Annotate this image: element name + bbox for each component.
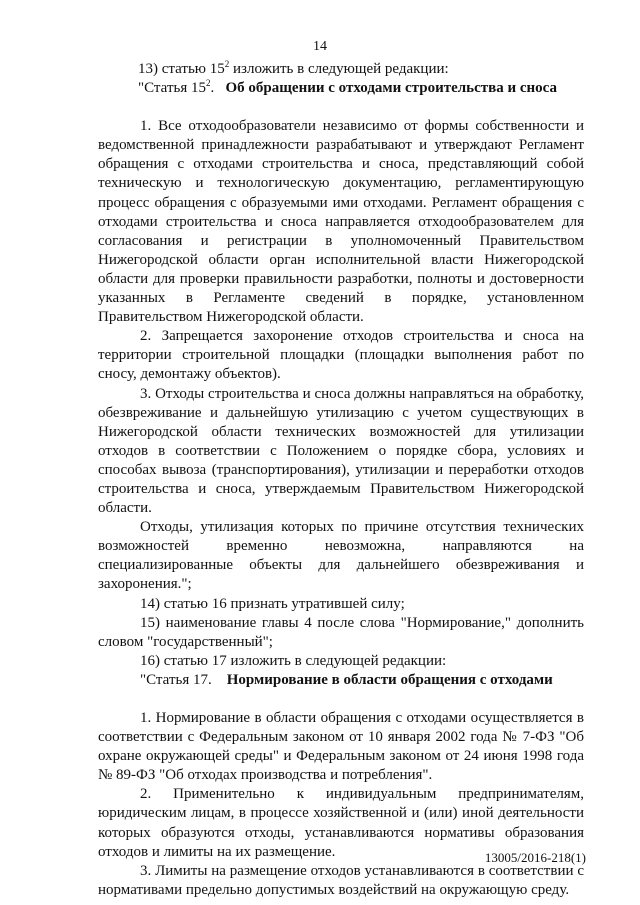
item-13-text-end: изложить в следующей редакции:: [229, 61, 449, 77]
article-17-paragraph-1: 1. Нормирование в области обращения с отходами осуществляется в соответствии с Федеральным законом от 10 января 2002 года № 7-ФЗ "Об охране окружающей среды" и Федеральным законом от 24 июня 1998 года № 89-ФЗ "Об отходах производства и потребления".: [98, 710, 584, 784]
article-17-paragraph-3: 3. Лимиты на размещение отходов устанавливаются в соответствии с нормативами предельно допустимых воздействий на окружающую среду.: [98, 862, 584, 898]
article-15-paragraph-2: 2. Запрещается захоронение отходов строительства и сноса на территории строительной площадки (площадки выполнения работ по сносу, демонтажу объектов).: [98, 328, 584, 383]
article-17-title: Нормирование в области обращения с отходами: [226, 671, 553, 688]
amendment-item-14: 14) статью 16 признать утратившей силу;: [140, 595, 405, 612]
article-15-label: "Статья 15: [138, 80, 206, 97]
article-15-paragraph-4: Отходы, утилизация которых по причине отсутствия технических возможностей временно невозможна, направляются на специализированные объекты для дальнейшего обезвреживания и захоронения.";: [98, 519, 584, 593]
article-15-paragraph-1: 1. Все отходообразователи независимо от формы собственности и ведомственной принадлежности разрабатывают и утверждают Регламент обращения с отходами строительства и сноса, представляющий собой техническую и технологическую документацию, регламентирующую процесс обращения с образуемыми ими отходами. Регламент обращения с отходами строительства и сноса направляется отходообразователем для согласования и регистрации в уполномоченный Правительством Нижегородской области орган исполнительной власти Нижегородской области для проверки правильности разработки, полноты и достоверности указанных в Регламенте сведений в порядке, установленном Правительством Нижегородской области.: [98, 118, 584, 326]
amendment-item-15: 15) наименование главы 4 после слова "Нормирование," дополнить словом "государственный";: [98, 614, 584, 650]
article-17-label: "Статья 17.: [140, 671, 212, 688]
article-17-paragraph-2: 2. Применительно к индивидуальным предпринимателям, юридическим лицам, в процессе хозяйственной и (или) иной деятельности которых образуются отходы, устанавливаются нормативы образования отходов и лимиты на их размещение.: [98, 786, 584, 860]
item-13-text: 13) статью 15: [138, 61, 225, 77]
article-15-title: Об обращении с отходами строительства и сноса: [225, 80, 557, 97]
article-15-paragraph-3: 3. Отходы строительства и сноса должны направляться на обработку, обезвреживание и дальнейшую утилизацию с учетом существующих в Нижегородской области технических возможностей для утилизации отходов в соответствии с Положением о порядке сбора, условиях и способах вывоза (транспортирования), утилизации и переработки отходов строительства и сноса, утверждаемым Правительством Нижегородской области.: [98, 385, 584, 517]
amendment-item-13: [98, 60, 584, 79]
item-13-superscript: 2: [224, 59, 230, 69]
document-code: 13005/2016-218(1): [484, 850, 586, 865]
article-17-heading: [98, 671, 584, 690]
article-15-superscript: 2: [205, 78, 211, 89]
document-body: [98, 60, 584, 900]
page-number: 14: [313, 39, 327, 54]
article-15-heading: [98, 79, 584, 98]
amendment-item-16: 16) статью 17 изложить в следующей редакции:: [140, 652, 447, 669]
article-15-label-end: .: [210, 80, 215, 97]
